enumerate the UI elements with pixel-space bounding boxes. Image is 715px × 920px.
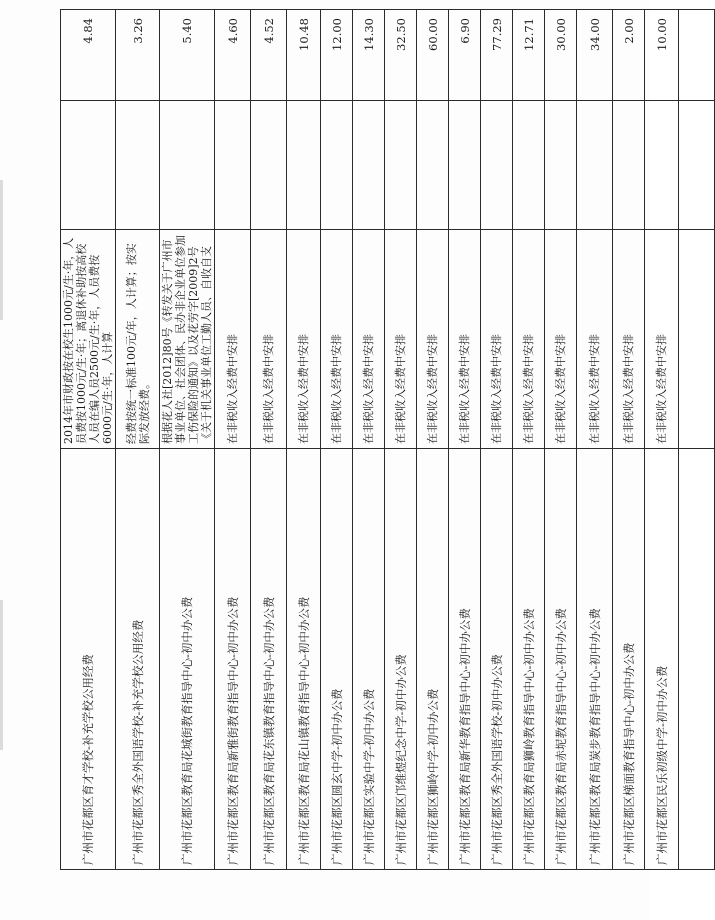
blank-cell <box>613 101 645 230</box>
scan-edge-mark <box>0 600 3 750</box>
unit-cell: 广州市花都区梯面教育指导中心-初中办公费 <box>613 449 645 870</box>
unit-cell: 广州市花都区教育局新雅街教育指导中心-初中办公费 <box>215 449 251 870</box>
table-row <box>251 10 287 870</box>
table-row <box>545 10 577 870</box>
table-row <box>116 10 160 870</box>
table-row <box>385 10 417 870</box>
funding-source-cell: 在非税收入经费中安排 <box>645 230 679 449</box>
blank-cell <box>251 101 287 230</box>
unit-cell: 广州市花都区教育局新华教育指导中心-初中办公费 <box>449 449 481 870</box>
funding-source-cell: 2014年市财政按在校生1000元/生·年，人员费按1000元/生·年；离退休补助按高校人员在编人员2500元/生·年，人员费按6000元/生·年，人计算 <box>61 230 116 449</box>
funding-source-cell: 在非税收入经费中安排 <box>417 230 449 449</box>
blank-cell <box>116 101 160 230</box>
table-row <box>513 10 545 870</box>
amount-cell: 34.00 <box>577 10 613 101</box>
funding-source-cell: 在非税收入经费中安排 <box>577 230 613 449</box>
funding-source-cell: 在非税收入经费中安排 <box>613 230 645 449</box>
amount-cell: 60.00 <box>417 10 449 101</box>
amount-cell: 5.40 <box>160 10 215 101</box>
funding-source-cell: 在非税收入经费中安排 <box>287 230 321 449</box>
unit-cell: 广州市花都区教育局赤坭教育指导中心-初中办公费 <box>545 449 577 870</box>
amount-cell: 4.60 <box>215 10 251 101</box>
amount-cell: 10.48 <box>287 10 321 101</box>
blank-cell <box>679 101 715 230</box>
unit-cell: 广州市花都区民乐初级中学-初中办公费 <box>645 449 679 870</box>
funding-source-cell: 根据花人社[2012]80号《转发关于广州市事业单位、社会团体、民办非企业单位参加工伤保险的通知》以及花劳字[2009]2号《关于机关事业单位工勤人员、自收自支 <box>160 230 215 449</box>
blank-cell <box>287 101 321 230</box>
funding-source-cell: 在非税收入经费中安排 <box>353 230 385 449</box>
amount-cell: 30.00 <box>545 10 577 101</box>
unit-cell <box>679 449 715 870</box>
amount-cell <box>679 10 715 101</box>
funding-source-cell: 在非税收入经费中安排 <box>385 230 417 449</box>
amount-cell: 2.00 <box>613 10 645 101</box>
blank-cell <box>449 101 481 230</box>
unit-cell: 广州市花都区教育局花城街教育指导中心-初中办公费 <box>160 449 215 870</box>
unit-cell: 广州市花都区秀全外国语学校-初中办公费 <box>481 449 513 870</box>
table-row <box>417 10 449 870</box>
table-row <box>215 10 251 870</box>
blank-cell <box>321 101 353 230</box>
blank-cell <box>545 101 577 230</box>
unit-cell: 广州市花都区狮岭中学-初中办公费 <box>417 449 449 870</box>
funding-source-cell: 在非税收入经费中安排 <box>251 230 287 449</box>
amount-cell: 14.30 <box>353 10 385 101</box>
budget-table <box>60 9 715 870</box>
blank-cell <box>215 101 251 230</box>
amount-cell: 10.00 <box>645 10 679 101</box>
funding-source-cell: 在非税收入经费中安排 <box>545 230 577 449</box>
amount-cell: 12.00 <box>321 10 353 101</box>
amount-cell: 77.29 <box>481 10 513 101</box>
blank-cell <box>353 101 385 230</box>
table-row <box>287 10 321 870</box>
table-row <box>160 10 215 870</box>
unit-cell: 广州市花都区教育局花东镇教育指导中心-初中办公费 <box>251 449 287 870</box>
amount-cell: 12.71 <box>513 10 545 101</box>
unit-cell: 广州市花都区教育局狮岭教育指导中心-初中办公费 <box>513 449 545 870</box>
funding-source-cell <box>679 230 715 449</box>
table-row <box>645 10 679 870</box>
funding-source-cell: 在非税收入经费中安排 <box>449 230 481 449</box>
blank-cell <box>645 101 679 230</box>
blank-cell <box>513 101 545 230</box>
unit-cell: 广州市花都区圆玄中学-初中办公费 <box>321 449 353 870</box>
unit-cell: 广州市花都区育才学校-补充学校公用经费 <box>61 449 116 870</box>
funding-source-cell: 在非税收入经费中安排 <box>321 230 353 449</box>
blank-cell <box>481 101 513 230</box>
amount-cell: 32.50 <box>385 10 417 101</box>
table-row <box>449 10 481 870</box>
amount-cell: 4.84 <box>61 10 116 101</box>
funding-source-cell: 经费按统一标准100元/年，人计算；按实际发放经费。 <box>116 230 160 449</box>
table-row <box>481 10 513 870</box>
funding-source-cell: 在非税收入经费中安排 <box>481 230 513 449</box>
blank-cell <box>61 101 116 230</box>
table-row <box>353 10 385 870</box>
table-row <box>61 10 116 870</box>
blank-cell <box>385 101 417 230</box>
table-row <box>613 10 645 870</box>
scan-edge-mark <box>0 180 3 320</box>
amount-cell: 6.90 <box>449 10 481 101</box>
budget-table-rotated <box>60 18 669 870</box>
funding-source-cell: 在非税收入经费中安排 <box>215 230 251 449</box>
amount-cell: 4.52 <box>251 10 287 101</box>
funding-source-cell: 在非税收入经费中安排 <box>513 230 545 449</box>
table-row <box>321 10 353 870</box>
blank-cell <box>417 101 449 230</box>
blank-cell <box>160 101 215 230</box>
table-row <box>679 10 715 870</box>
blank-cell <box>577 101 613 230</box>
unit-cell: 广州市花都区实验中学-初中办公费 <box>353 449 385 870</box>
unit-cell: 广州市花都区教育局炭步教育指导中心-初中办公费 <box>577 449 613 870</box>
unit-cell: 广州市花都区秀全外国语学校-补充学校公用经费 <box>116 449 160 870</box>
unit-cell: 广州市花都区教育局花山镇教育指导中心-初中办公费 <box>287 449 321 870</box>
amount-cell: 3.26 <box>116 10 160 101</box>
unit-cell: 广州市花都区邝维煜纪念中学-初中办公费 <box>385 449 417 870</box>
table-row <box>577 10 613 870</box>
